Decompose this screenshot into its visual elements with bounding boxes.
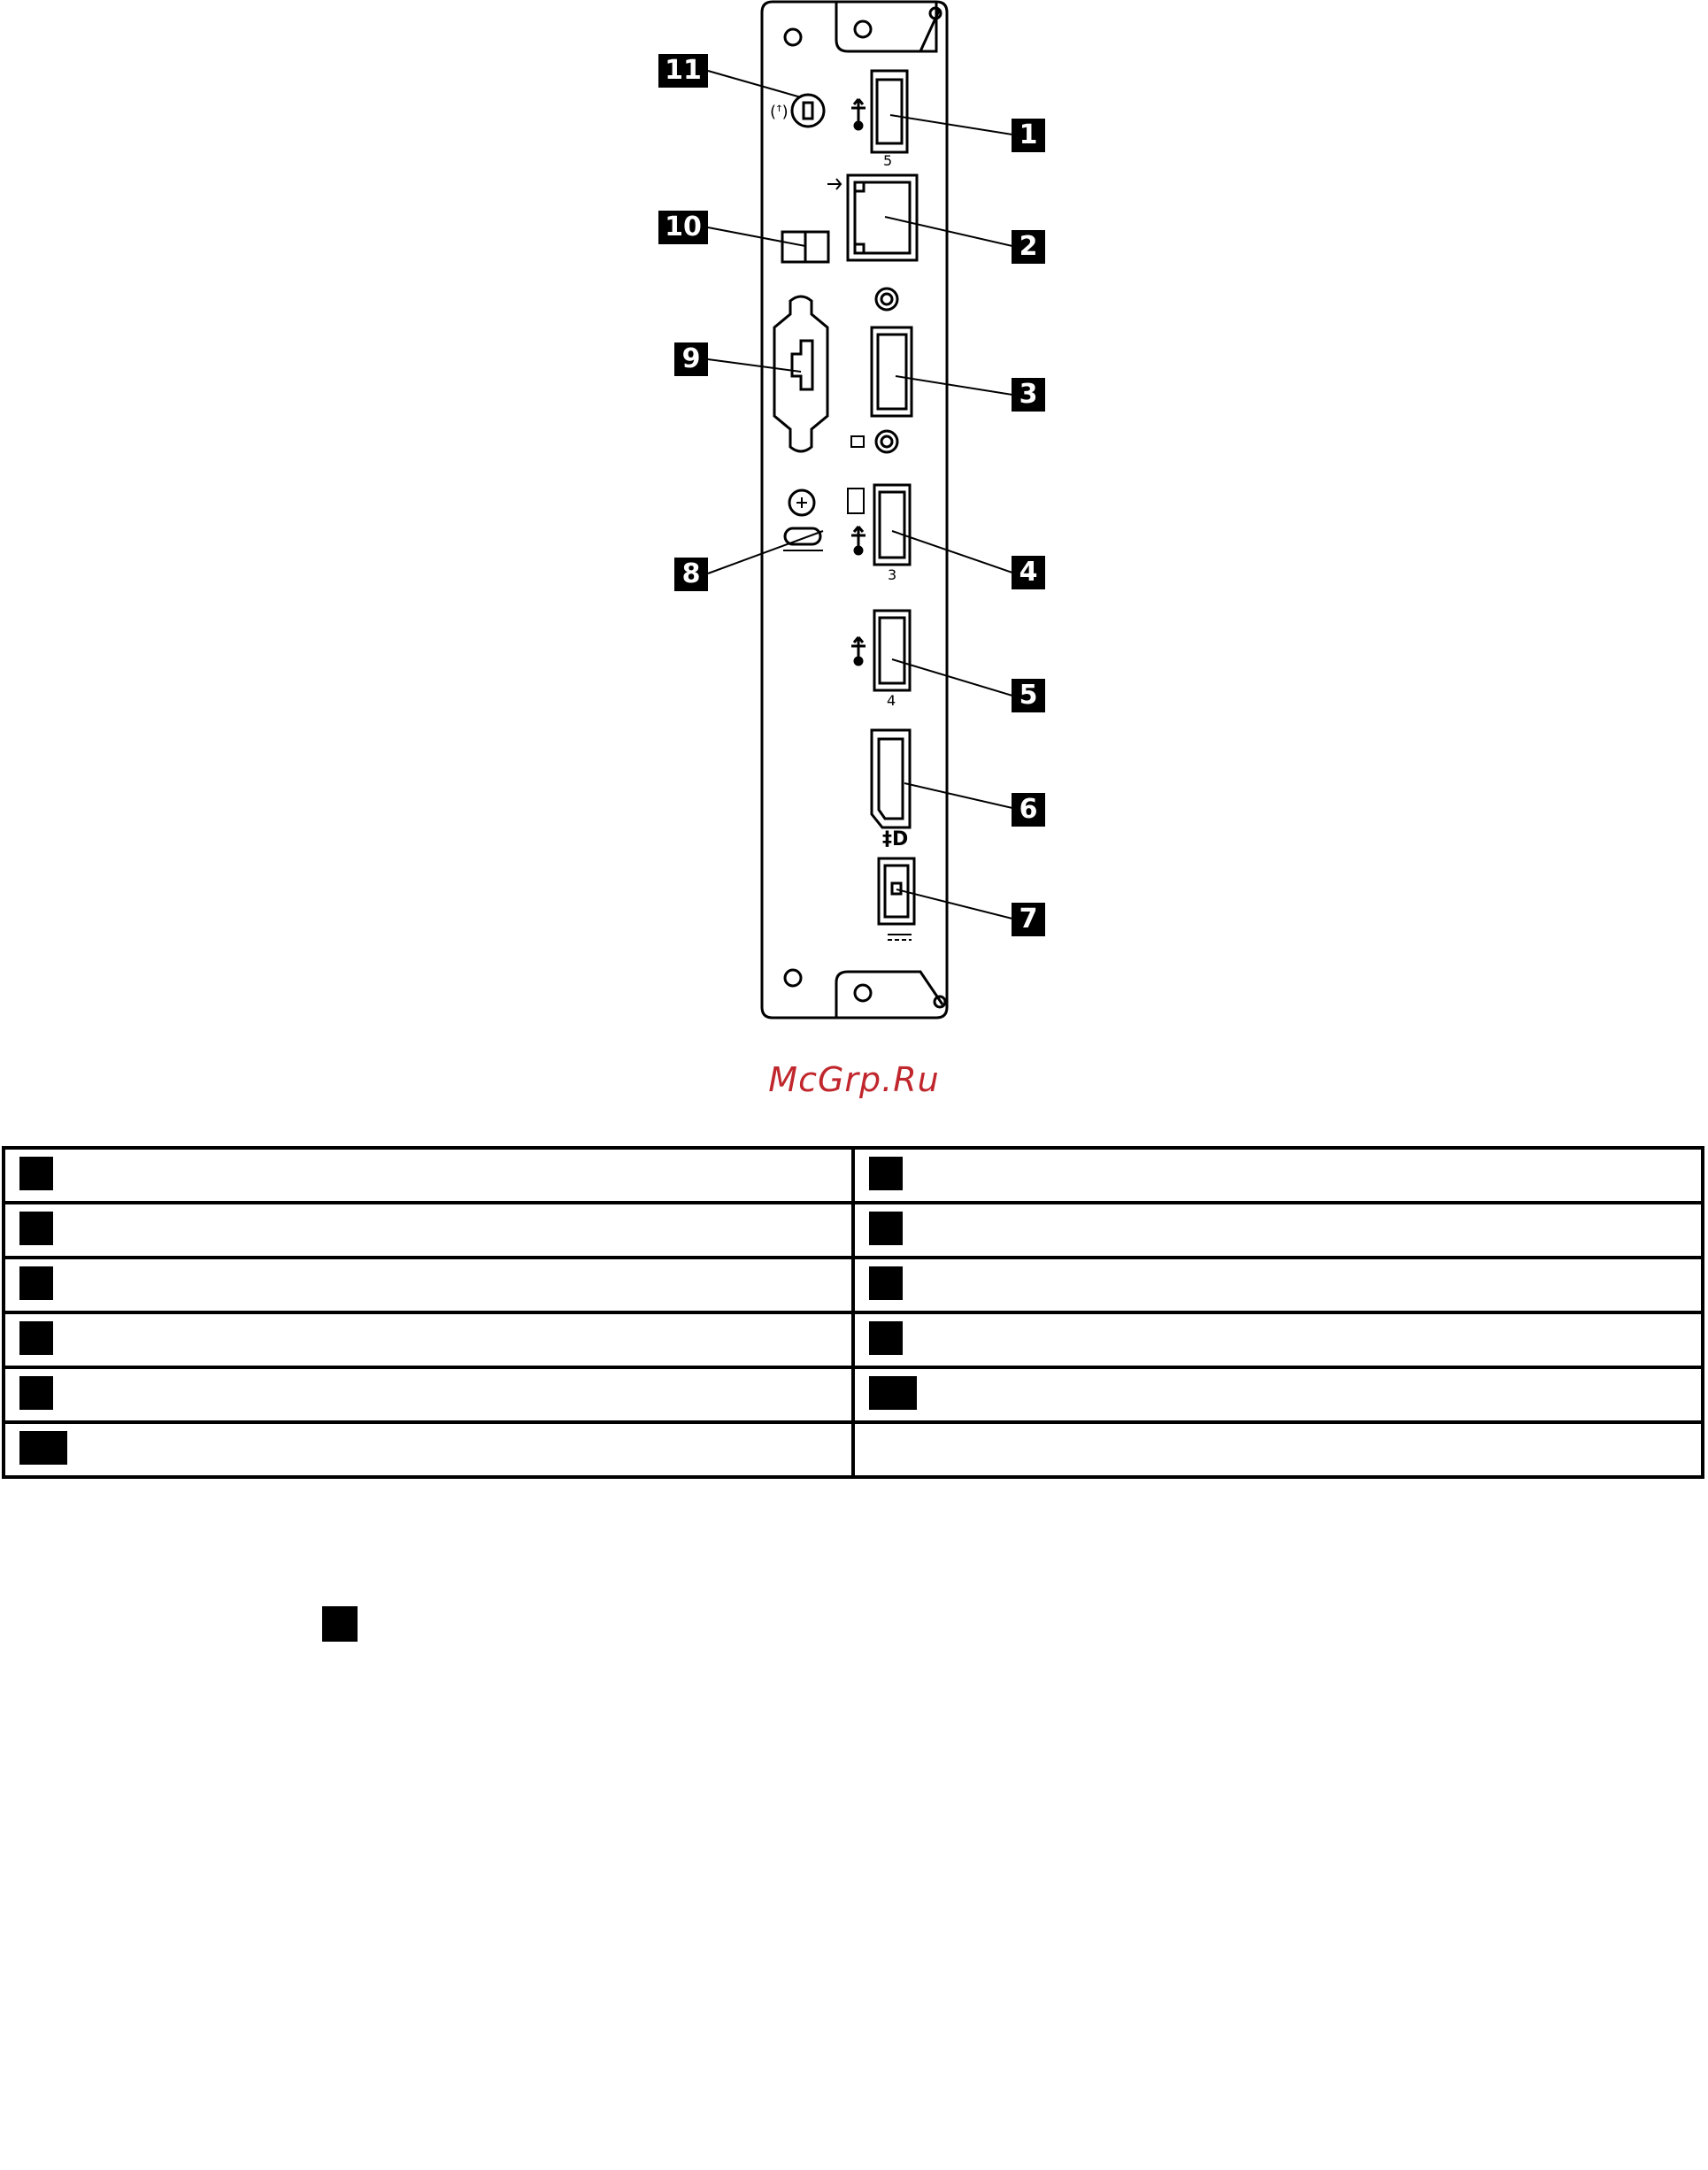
table-row xyxy=(4,1203,1703,1258)
legend-cell-empty xyxy=(853,1422,1703,1477)
callout-5: 5 xyxy=(1012,679,1045,712)
rear-panel-diagram xyxy=(0,0,1708,1044)
table-row xyxy=(4,1148,1703,1203)
svg-text:(ꜛ): (ꜛ) xyxy=(770,103,789,121)
callout-7: 7 xyxy=(1012,903,1045,936)
callout-marker xyxy=(869,1212,903,1245)
antenna-connector xyxy=(792,95,824,127)
callout-marker xyxy=(869,1266,903,1300)
callout-marker xyxy=(869,1321,903,1355)
callout-marker xyxy=(19,1321,53,1355)
callout-marker xyxy=(19,1266,53,1300)
callout-marker xyxy=(19,1212,53,1245)
callout-10: 10 xyxy=(658,211,708,244)
table-row xyxy=(4,1422,1703,1477)
legend-cell xyxy=(853,1367,1703,1422)
callout-2: 2 xyxy=(1012,230,1045,264)
callout-3: 3 xyxy=(1012,378,1045,412)
displayport-port xyxy=(872,730,910,827)
rear-panel-drawing xyxy=(0,0,1708,1044)
usb-port-number-low: 4 xyxy=(887,692,896,709)
serial-slot xyxy=(774,296,827,451)
legend-cell xyxy=(853,1312,1703,1367)
legend-cell xyxy=(853,1203,1703,1258)
callout-4: 4 xyxy=(1012,556,1045,589)
table-row xyxy=(4,1367,1703,1422)
legend-cell xyxy=(4,1203,853,1258)
table-row xyxy=(4,1312,1703,1367)
usb-port-number-mid: 3 xyxy=(888,566,897,583)
callout-1: 1 xyxy=(1012,119,1045,152)
legend-cell xyxy=(4,1148,853,1203)
legend-cell xyxy=(4,1258,853,1312)
callout-11: 11 xyxy=(658,54,708,88)
note-callout-marker xyxy=(322,1606,358,1642)
top-tab xyxy=(836,2,936,51)
chassis-outline xyxy=(762,2,947,1018)
legend-cell xyxy=(4,1367,853,1422)
legend-cell xyxy=(4,1422,853,1477)
callout-marker xyxy=(19,1157,53,1190)
legend-cell xyxy=(4,1312,853,1367)
ethernet-port xyxy=(848,175,917,260)
security-lock-slot xyxy=(785,528,820,544)
legend-cell xyxy=(853,1148,1703,1203)
legend-cell xyxy=(853,1258,1703,1312)
svg-text:‡D: ‡D xyxy=(882,828,909,850)
watermark: McGrp.Ru xyxy=(768,1060,940,1099)
callout-marker xyxy=(869,1157,903,1190)
callout-6: 6 xyxy=(1012,793,1045,827)
callout-marker xyxy=(19,1431,67,1465)
bottom-tab xyxy=(836,972,942,1018)
callout-9: 9 xyxy=(674,342,708,376)
legend-table xyxy=(2,1146,1704,1479)
callout-marker xyxy=(869,1376,917,1410)
usb-port-number-top: 5 xyxy=(883,152,893,169)
callout-8: 8 xyxy=(674,558,708,591)
table-row xyxy=(4,1258,1703,1312)
callout-marker xyxy=(19,1376,53,1410)
